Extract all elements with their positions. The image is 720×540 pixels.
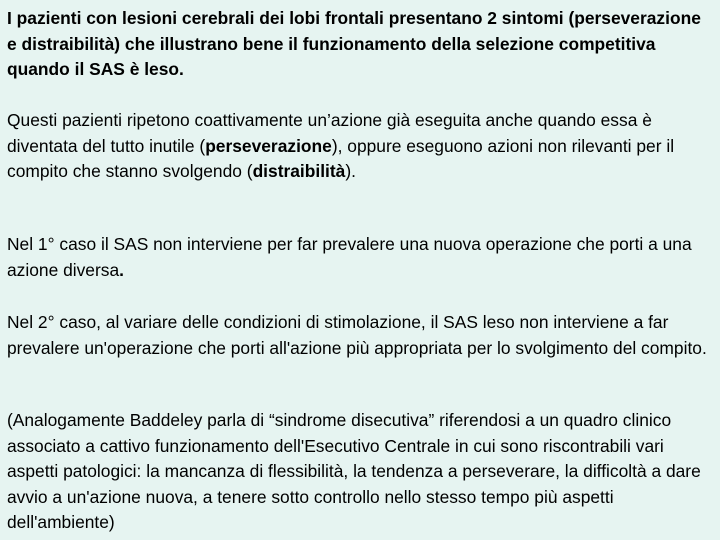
term-perseverazione: perseverazione <box>205 135 332 156</box>
baddeley-paragraph: (Analogamente Baddeley parla di “sindrome disecutiva” riferendosi a un quadro clinico associato a cattivo funzionamento dell'Esecutivo Centrale in cui sono riscontrabili vari aspetti patologici: la mancanza di flessibilità, la tendenza a perseverare, la difficoltà a dare avvio a un'azione nuova, a tenere sotto controllo nello stesso tempo più aspetti dell'ambiente) <box>7 410 701 532</box>
second-case-paragraph: Nel 2° caso, al variare delle condizioni di stimolazione, il SAS leso non interviene a far prevalere un'operazione che porti all'azione più appropriata per lo svolgimento del compito. <box>7 312 707 358</box>
intro-paragraph: I pazienti con lesioni cerebrali dei lobi frontali presentano 2 sintomi (perseverazione e distraibilità) che illustrano bene il funzionamento della selezione competitiva quando il SAS è leso. <box>7 8 701 79</box>
first-case-period: . <box>119 259 124 280</box>
symptoms-paragraph <box>7 108 715 185</box>
term-distraibilita: distraibilità <box>252 161 346 181</box>
symptoms-text-3: ). <box>345 161 356 181</box>
symptoms-text-2: ), oppure eseguono azioni non rilevanti per il compito che stanno svolgendo ( <box>7 135 675 181</box>
first-case-text: Nel 1° caso il SAS non interviene per far prevalere una nuova operazione che porti a una azione diversa <box>7 234 692 280</box>
first-case-paragraph <box>7 232 715 283</box>
symptoms-text-1: Questi pazienti ripetono coattivamente un’azione già eseguita anche quando essa è diventata del tutto inutile ( <box>7 110 652 156</box>
